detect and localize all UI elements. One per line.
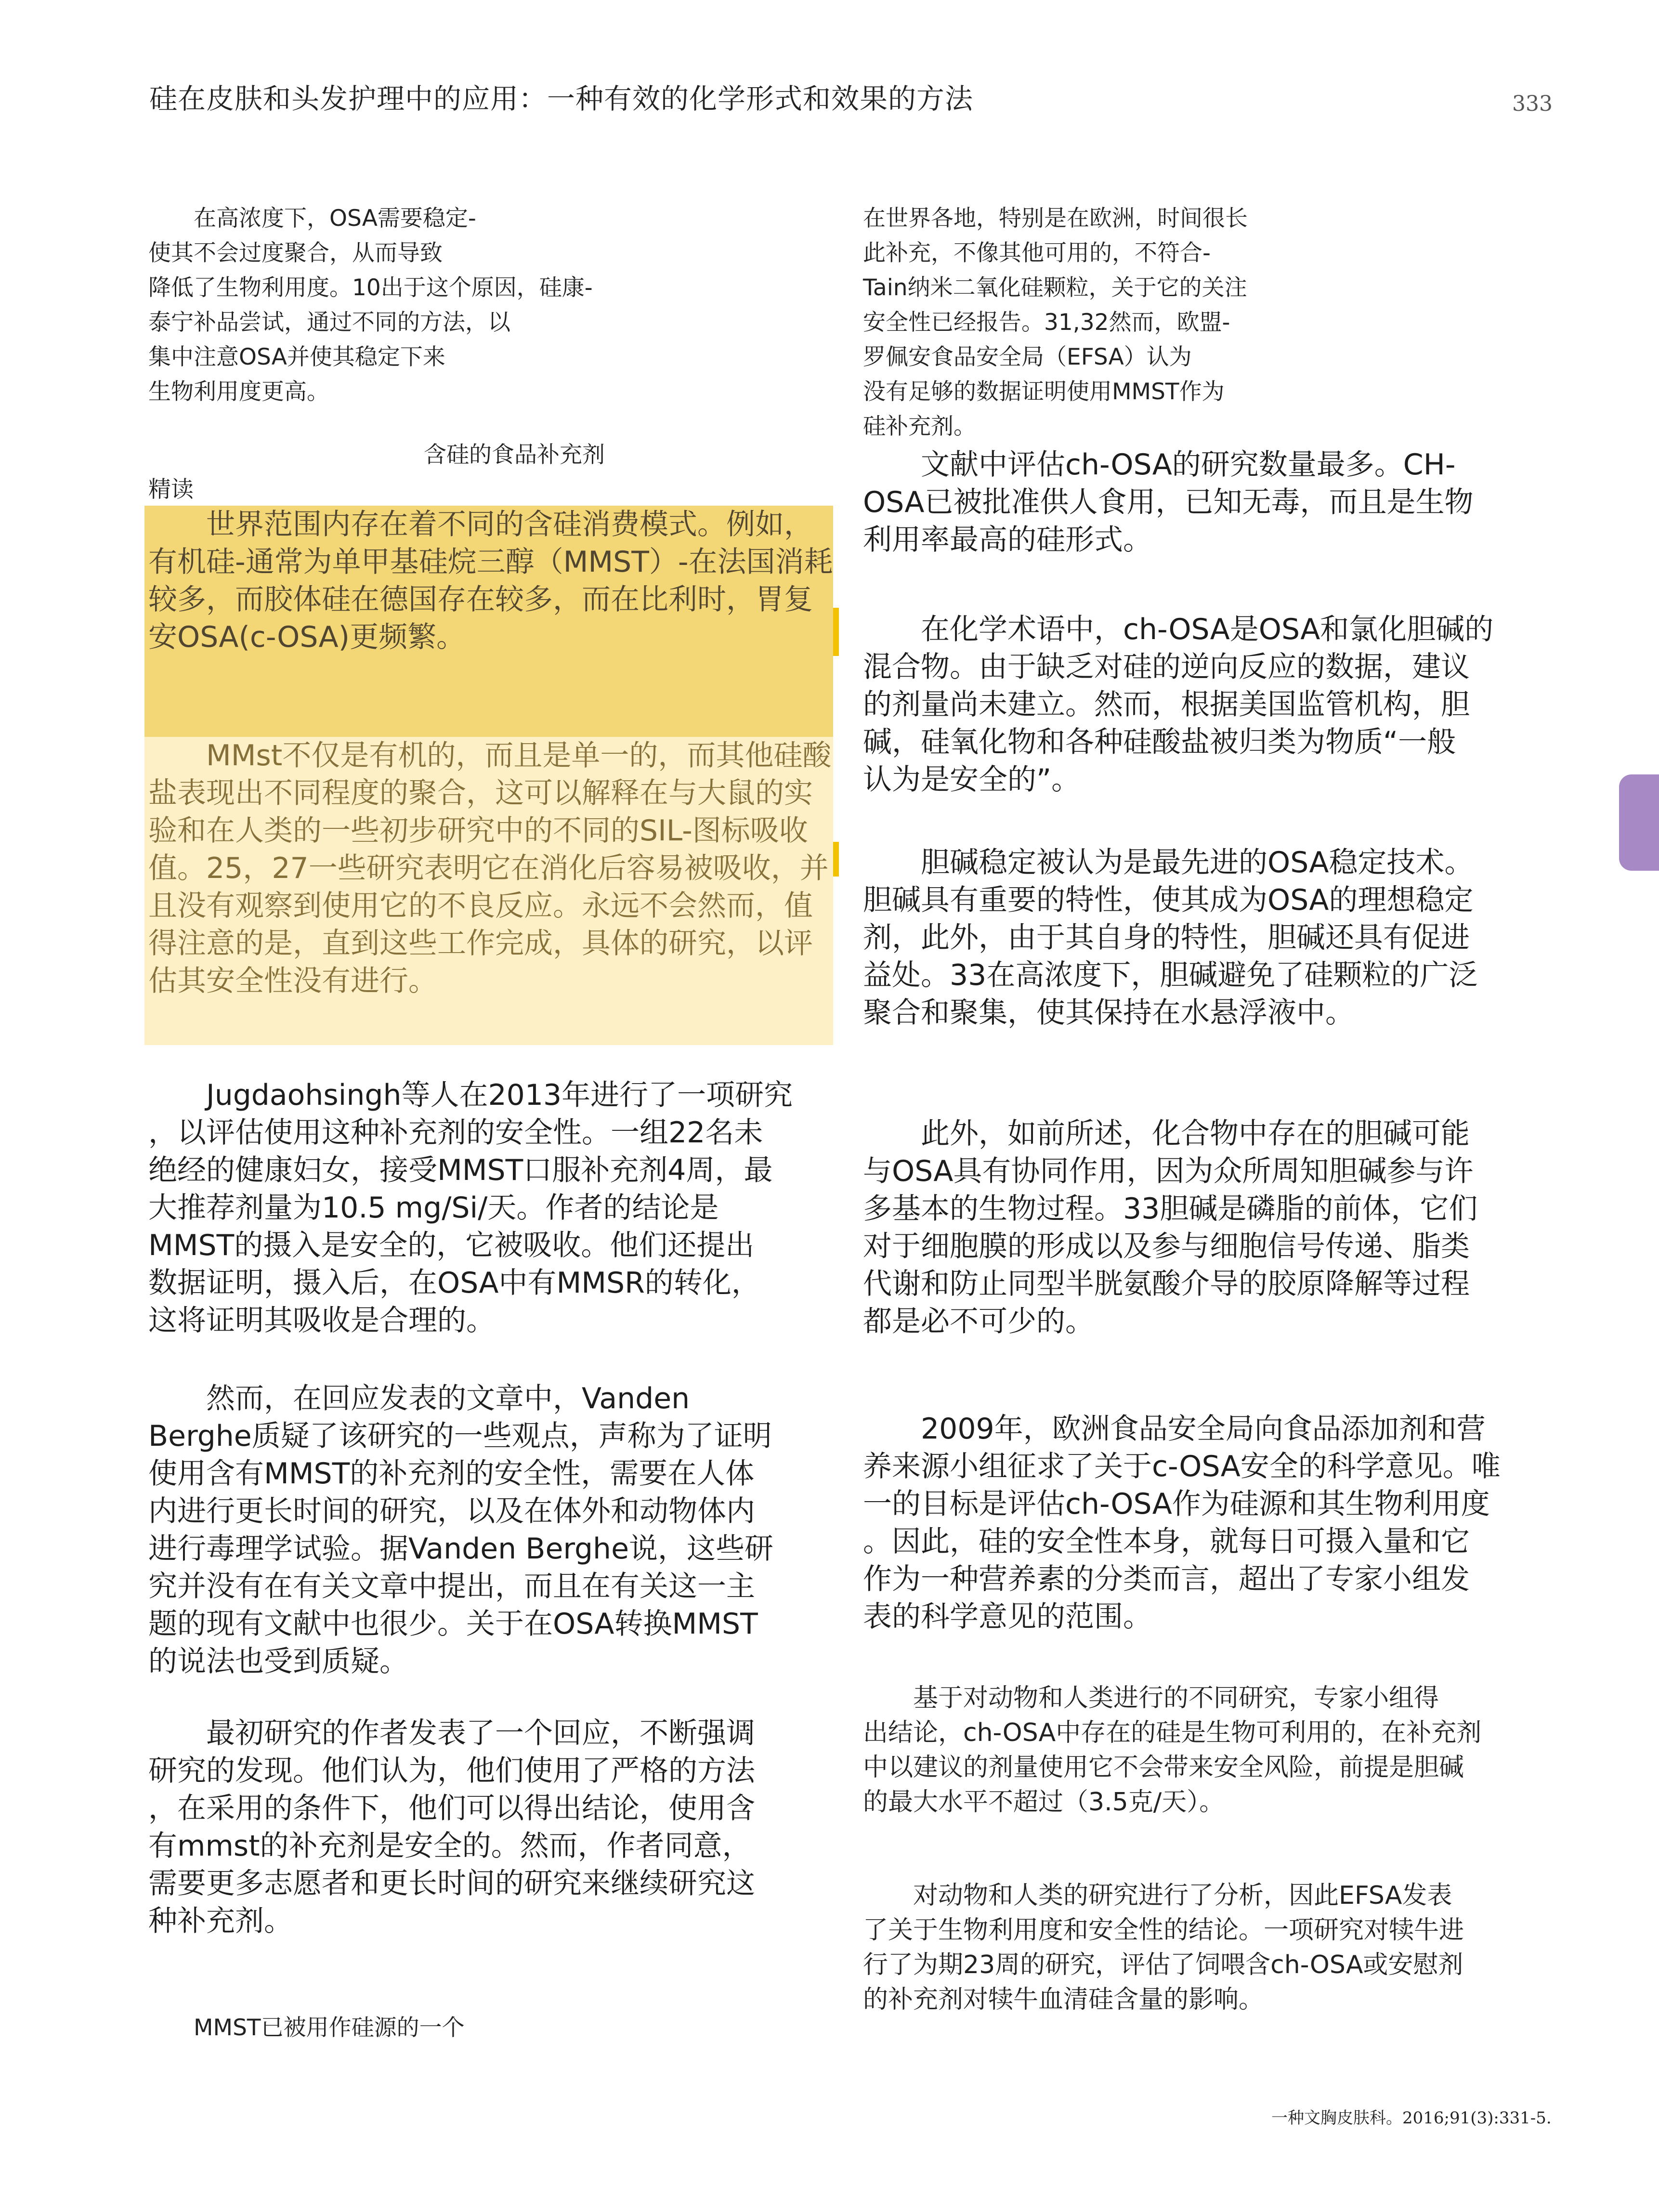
- right-paragraph-efsa-analysis: 对动物和人类的研究进行了分析，因此EFSA发表 了关于生物利用度和安全性的结论。一项研究对犊牛进 行了为期23周的研究，评估了饲喂含ch-OSA或安慰剂 的补充剂对犊牛血清硅含量的影响。: [863, 1881, 1464, 2014]
- right-paragraph-efsa-2009: 2009年，欧洲食品安全局向食品添加剂和营 养来源小组征求了关于c-OSA安全的科学意见。唯 一的目标是评估ch-OSA作为硅源和其生物利用度 。因此，硅的安全性本身，就每日可摄入量和它 作为一种营养素的分类而言，超出了专家小组发 表的科学意见的范围。: [863, 1412, 1501, 1634]
- left-paragraph-mmst-source: MMST已被用作硅源的一个: [148, 2015, 465, 2041]
- right-paragraph-ch-osa-studies: 文献中评估ch-OSA的研究数量最多。CH- OSA已被批准供人食用，已知无毒，而且是生物 利用率最高的硅形式。: [863, 448, 1474, 557]
- highlight-margin-mark: [833, 842, 839, 877]
- left-intro-paragraph: 在高浓度下，OSA需要稳定- 使其不会过度聚合，从而导致 降低了生物利用度。10出于这个原因，硅康- 泰宁补品尝试，通过不同的方法，以 集中注意OSA并使其稳定下来 生物利用度更高。: [148, 205, 593, 405]
- highlight-block-1: 世界范围内存在着不同的含硅消费模式。例如，有机硅-通常为单甲基硅烷三醇（MMST）-在法国消耗较多，而胶体硅在德国存在较多，而在比利时，胃复安OSA(c-OSA)更频繁。: [144, 506, 833, 737]
- running-header-title: 硅在皮肤和头发护理中的应用：一种有效的化学形式和效果的方法: [149, 82, 974, 115]
- highlight-block-2: MMst不仅是有机的，而且是单一的，而其他硅酸盐表现出不同程度的聚合，这可以解释在与大鼠的实验和在人类的一些初步研究中的不同的SIL-图标吸收值。25，27一些研究表明它在消化后容易被吸收，并且没有观察到使用它的不良反应。永远不会然而，值得注意的是，直到这些工作完成，具体的研究，以评估其安全性没有进行。: [144, 737, 833, 1045]
- right-paragraph-chemical-terms: 在化学术语中，ch-OSA是OSA和氯化胆碱的 混合物。由于缺乏对硅的逆向反应的数据，建议 的剂量尚未建立。然而，根据美国监管机构，胆 碱，硅氧化物和各种硅酸盐被归类为物质“一般 认为是安全的”。: [863, 613, 1494, 797]
- left-paragraph-authors-response: 最初研究的作者发表了一个回应，不断强调 研究的发现。他们认为，他们使用了严格的方法 ，在采用的条件下，他们可以得出结论，使用含 有mmst的补充剂是安全的。然而，作者同意， 需要更多志愿者和更长时间的研究来继续研究这 种补充剂。: [148, 1716, 755, 1938]
- section-heading: 含硅的食品补充剂: [424, 442, 605, 468]
- right-paragraph-choline-stabilization: 胆碱稳定被认为是最先进的OSA稳定技术。 胆碱具有重要的特性，使其成为OSA的理想稳定 剂，此外，由于其自身的特性，胆碱还具有促进 益处。33在高浓度下，胆碱避免了硅颗粒的广泛 聚合和聚集，使其保持在水悬浮液中。: [863, 846, 1478, 1030]
- left-paragraph-jugdaohsingh: Jugdaohsingh等人在2013年进行了一项研究 ，以评估使用这种补充剂的安全性。一组22名未 绝经的健康妇女，接受MMST口服补充剂4周，最 大推荐剂量为10.5 mg/Si/天。作者的结论是 MMST的摄入是安全的，它被吸收。他们还提出 数据证明，摄入后，在OSA中有MMSR的转化， 这将证明其吸收是合理的。: [148, 1078, 793, 1337]
- read-label: 精读: [148, 476, 194, 503]
- highlight-margin-mark: [833, 608, 839, 656]
- chapter-side-tab: [1619, 774, 1659, 871]
- right-paragraph-choline-synergy: 此外，如前所述，化合物中存在的胆碱可能 与OSA具有协同作用，因为众所周知胆碱参与许 多基本的生物过程。33胆碱是磷脂的前体，它们 对于细胞膜的形成以及参与细胞信号传递、脂类 代谢和防止同型半胱氨酸介导的胶原降解等过程 都是必不可少的。: [863, 1117, 1478, 1338]
- page-number: 333: [1512, 92, 1553, 116]
- right-intro-paragraph: 在世界各地，特别是在欧洲，时间很长 此补充，不像其他可用的，不符合- Tain纳米二氧化硅颗粒，关于它的关注 安全性已经报告。31,32然而，欧盟- 罗佩安食品安全局（EFSA）认为 没有足够的数据证明使用MMST作为 硅补充剂。: [863, 205, 1248, 440]
- left-paragraph-vanden-berghe: 然而，在回应发表的文章中，Vanden Berghe质疑了该研究的一些观点，声称为了证明 使用含有MMST的补充剂的安全性，需要在人体 内进行更长时间的研究，以及在体外和动物体内 进行毒理学试验。据Vanden Berghe说，这些研 究并没有在有关文章中提出，而且在有关这一主 题的现有文献中也很少。关于在OSA转换MMST 的说法也受到质疑。: [148, 1382, 773, 1678]
- right-paragraph-panel-conclusion: 基于对动物和人类进行的不同研究，专家小组得 出结论，ch-OSA中存在的硅是生物可利用的，在补充剂 中以建议的剂量使用它不会带来安全风险，前提是胆碱 的最大水平不超过（3.5克/天）。: [863, 1684, 1482, 1817]
- footer-citation: 一种文胸皮肤科。2016;91(3):331-5.: [1271, 2108, 1552, 2128]
